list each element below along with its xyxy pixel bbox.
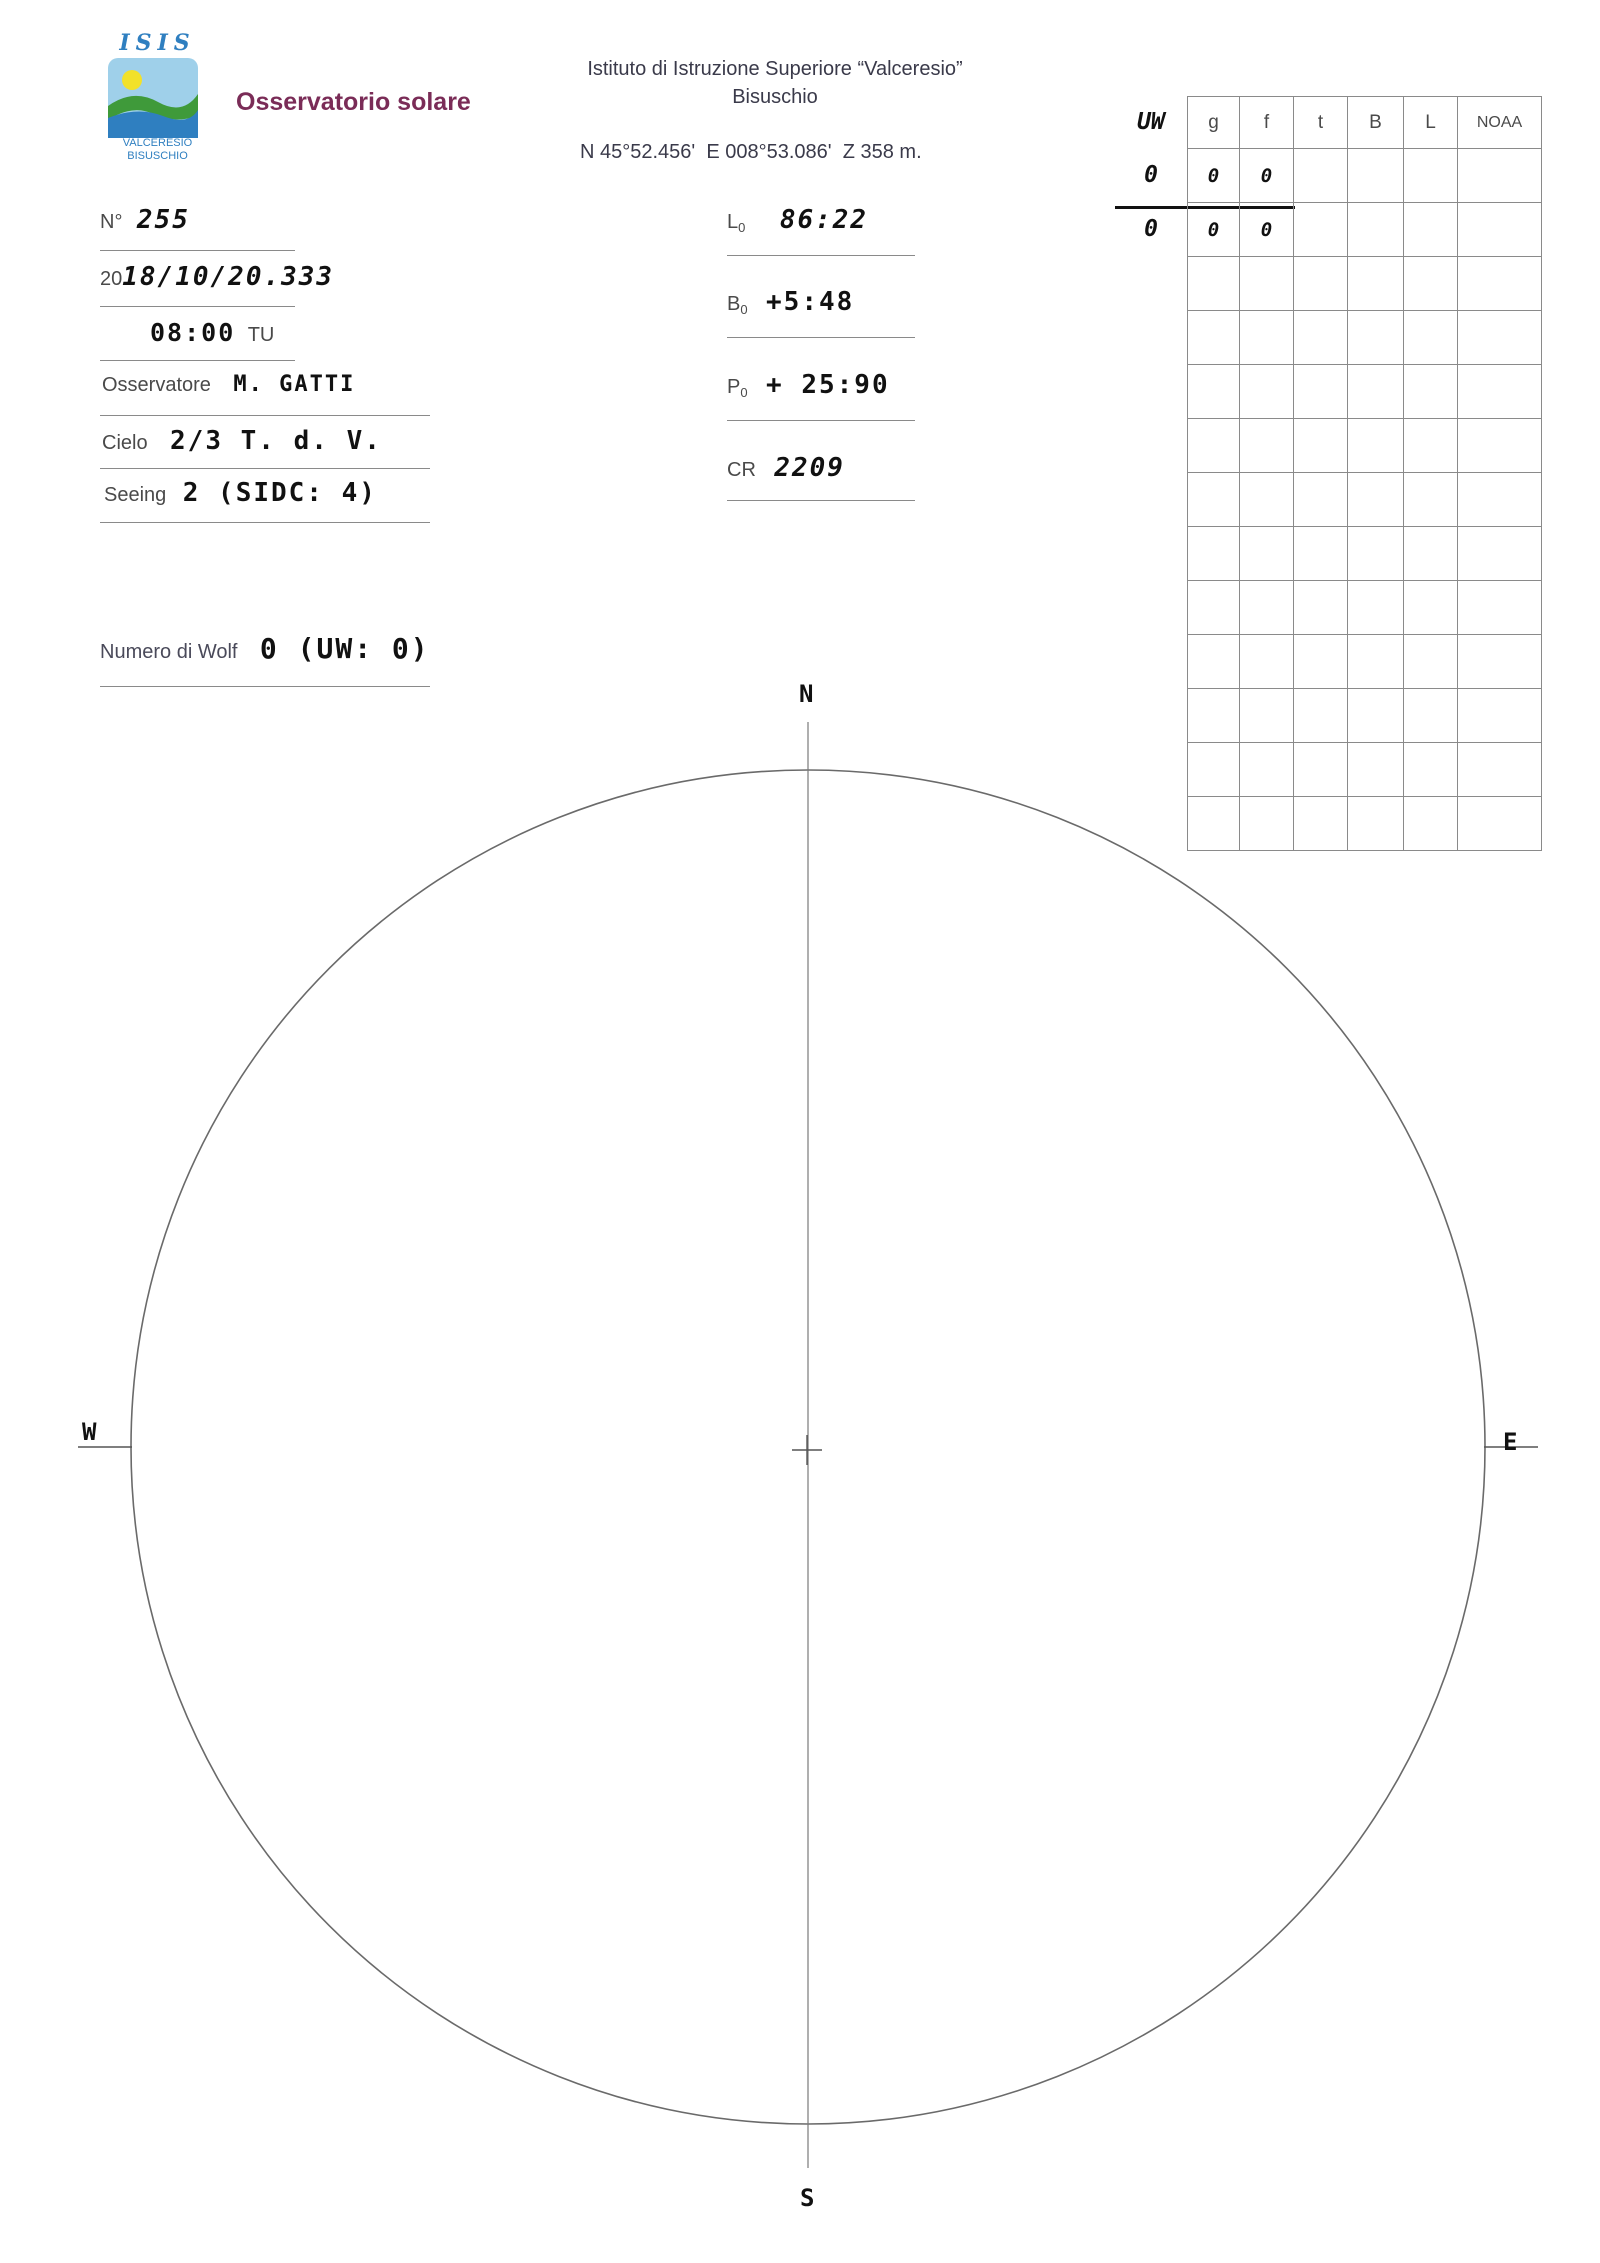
observatory-title: Osservatorio solare: [236, 88, 471, 116]
table-cell: 0: [1240, 149, 1294, 203]
observer-label: Osservatore: [102, 374, 211, 396]
observer-value: M. GATTI: [233, 372, 356, 397]
west-label: W: [82, 1418, 97, 1446]
B0-value: +5:48: [766, 287, 855, 317]
L0-subscript: 0: [738, 220, 746, 235]
north-label: N: [799, 680, 814, 708]
table-header-cell: L: [1404, 97, 1458, 149]
logo-caption-1: VALCERESIO: [122, 137, 193, 149]
date-value: 18/10/20.333: [122, 262, 335, 292]
table-header-cell: B: [1348, 97, 1404, 149]
B0-subscript: 0: [740, 302, 748, 317]
wolf-value: 0 (UW: 0): [259, 632, 430, 665]
uw-value: 0: [1144, 162, 1158, 188]
table-header-cell: t: [1294, 97, 1348, 149]
table-header-cell: f: [1240, 97, 1294, 149]
number-label: N°: [100, 211, 123, 233]
logo-caption-2: BISUSCHIO: [127, 150, 188, 162]
uw-value: 0: [1144, 216, 1158, 242]
seeing-value: 2 (SIDC: 4): [182, 478, 377, 508]
logo-wordmark: ISIS: [119, 30, 196, 56]
time-unit: TU: [247, 324, 275, 346]
uw-header: UW: [1137, 109, 1165, 135]
wolf-label: Numero di Wolf: [100, 641, 238, 663]
CR-label: CR: [727, 459, 756, 481]
south-label: S: [800, 2184, 815, 2212]
institute-line-1: Istituto di Istruzione Superiore “Valceresio”: [587, 58, 963, 80]
P0-subscript: 0: [740, 385, 748, 400]
P0-value: + 25:90: [766, 370, 890, 400]
time-value: 08:00: [150, 318, 236, 347]
east-label: E: [1503, 1428, 1518, 1456]
seeing-label: Seeing: [104, 484, 167, 506]
institute-line-2: Bisuschio: [732, 86, 818, 108]
site-coordinates: N 45°52.456' E 008°53.086' Z 358 m.: [580, 141, 922, 163]
table-cell: 0: [1188, 149, 1240, 203]
L0-value: 86:22: [779, 205, 869, 235]
date-prefix: 20: [100, 268, 123, 290]
B0-letter: B: [727, 293, 741, 315]
table-cell: 0: [1188, 203, 1240, 257]
sky-value: 2/3 T. d. V.: [170, 426, 382, 456]
L0-letter: L: [727, 211, 739, 233]
CR-value: 2209: [774, 453, 845, 483]
table-cell: 0: [1240, 203, 1294, 257]
table-header-cell: g: [1188, 97, 1240, 149]
P0-letter: P: [727, 376, 741, 398]
sky-label: Cielo: [102, 432, 148, 454]
table-header-cell: NOAA: [1458, 97, 1542, 149]
number-value: 255: [136, 205, 190, 235]
